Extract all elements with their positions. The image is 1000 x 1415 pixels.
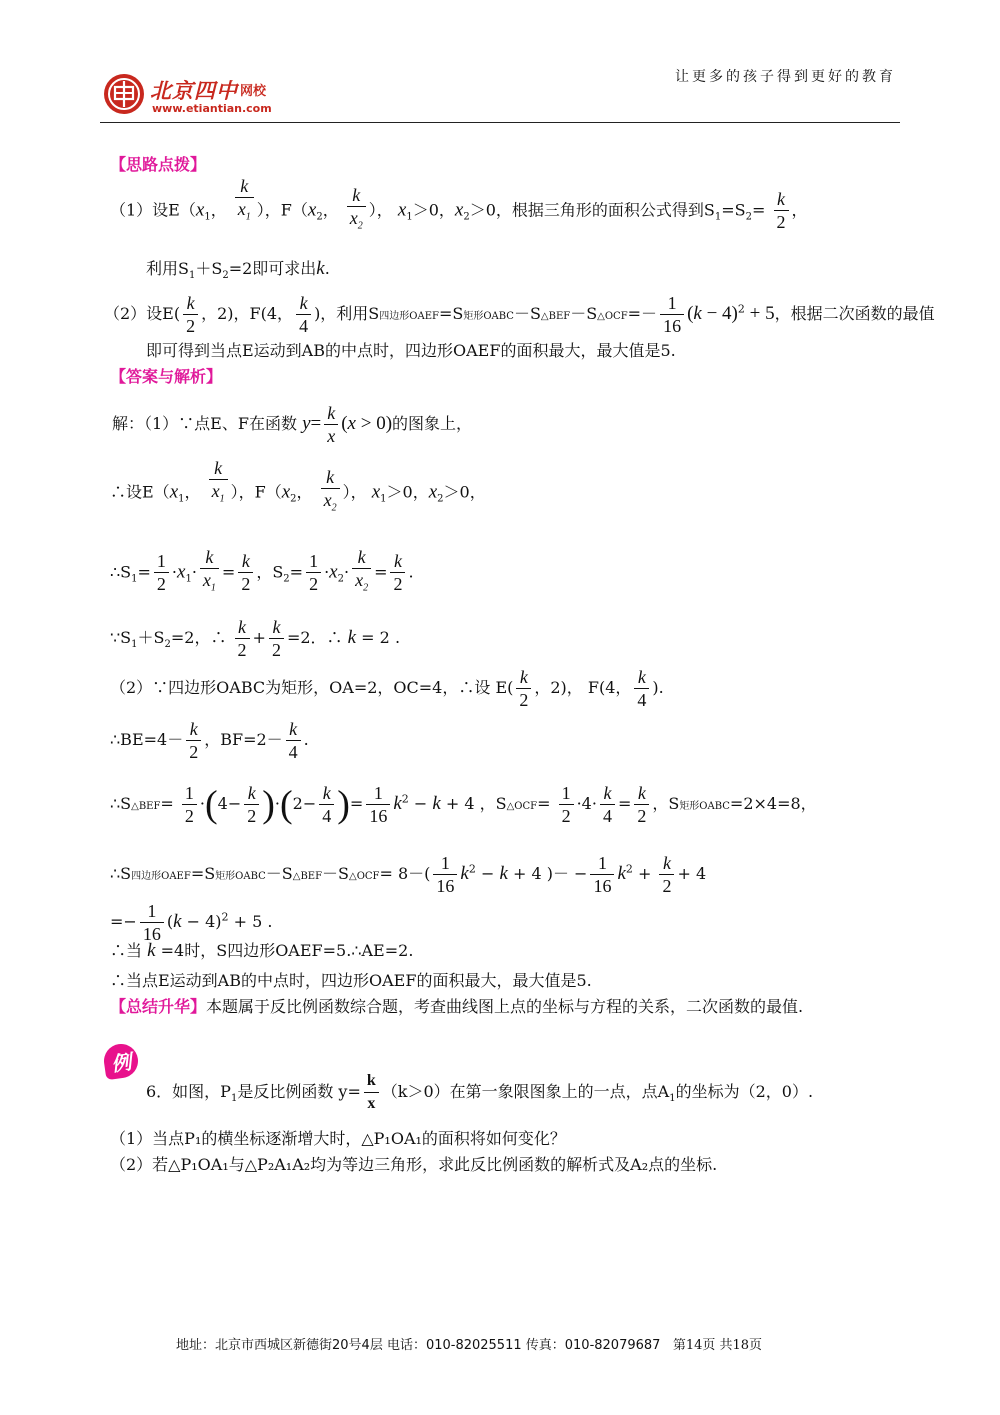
- logo-net: 网校: [240, 84, 267, 99]
- hint-line-2: （2）设E( $\frac{k}{2}$ ，2)，F(4， $\frac{k}{4}$ )，利用S四边形OAEF=S矩形OABC－S△BEF－S△OCF=－ $\frac{1}{16}$ $(k - 4)^2 + 5$，根据二次函数的最值: [104, 293, 935, 336]
- summary-line: 【总结升华】本题属于反比例函数综合题，考查曲线图上点的坐标与方程的关系，二次函数的最值.: [110, 997, 804, 1016]
- header: [100, 66, 900, 126]
- page-number: 第14页 共18页: [672, 1338, 763, 1353]
- hint-line-1: （1）设$E(x_1$， $\frac{k}{x_1}$ ），$F(x_2$， $\frac{k}{x_2}$ ）， $x_1>0$，$x_2>0$，根据三角形的面积公式得到$S_1=S_2=$ $\frac{k}{2}$ ，: [110, 184, 808, 238]
- footer: [176, 1334, 762, 1353]
- answer-line-9: =− $\frac{1}{16}$ $(k - 4)^2 + 5$ .: [110, 901, 273, 944]
- answer-line-8: ∴S四边形OAEF=S矩形OABC－S△BEF－S△OCF= 8－( $\frac{1}{16}$ $k^2 - k + 4$ )－ − $\frac{1}{16}$ $k^2$ + $\frac{k}{2}$ + 4: [110, 853, 707, 896]
- logo[interactable]: [100, 66, 290, 120]
- answer-line-5: （2）∵四边形OABC为矩形，OA=2，OC=4，∴设 E( $\frac{k}{2}$ ，2)， F(4， $\frac{k}{4}$ ).: [110, 667, 664, 710]
- answer-line-7: ∴S△BEF= $\frac{1}{2}$ ·(4− $\frac{k}{2}$ )·(2− $\frac{k}{4}$ )= $\frac{1}{16}$ $k^2 - k + 4$ ，S△OCF= $\frac{1}{2}$ ·4· $\frac{k}{4}$ = $\frac{k}{2}$ ，S矩形OABC=2×4=8，: [110, 783, 817, 826]
- answer-line-4: $\because S_1+S_2=2$，∴ $\frac{k}{2}$ + $\frac{k}{2}$ =2．∴ k = 2 .: [110, 617, 401, 660]
- slogan: 让更多的孩子得到更好的教育: [675, 69, 896, 85]
- hint-line-2b: 即可得到当点E运动到AB的中点时，四边形OAEF的面积最大，最大值是5.: [146, 341, 676, 360]
- logo-cn: 北京四中: [150, 78, 238, 103]
- header-rule: [100, 122, 900, 123]
- answer-line-6: ∴BE=4－ $\frac{k}{2}$ ，BF=2－ $\frac{k}{4}$ .: [110, 719, 309, 762]
- answer-line-11: ∴当点E运动到AB的中点时，四边形OAEF的面积最大，最大值是5.: [110, 971, 592, 990]
- answer-line-3: $\therefore S_1=$ $\frac{1}{2}$ $\cdot x_1\cdot$ $\frac{k}{x_1}$ = $\frac{k}{2}$ ，$S_2=$ $\frac{1}{2}$ $\cdot x_2\cdot$ $\frac{k}{x_2}$ = $\frac{k}{2}$ .: [110, 546, 414, 600]
- answer-heading: 【答案与解析】: [110, 367, 223, 386]
- hint-line-1b: 利用$S_1+S_2=2$即可求出k.: [146, 258, 330, 282]
- example-question-2: （2）若△P₁OA₁与△P₂A₁A₂均为等边三角形，求此反比例函数的解析式及A₂点的坐标.: [110, 1155, 718, 1174]
- example-question: 6．如图，$P_1$是反比例函数 y= $\frac{k}{x}$ （k＞0）在第一象限图象上的一点，点$A_1$的坐标为（2，0）.: [146, 1070, 813, 1115]
- logo-url: www.etiantian.com: [152, 102, 272, 115]
- example-badge: 例: [102, 1042, 140, 1080]
- answer-line-2: ∴设$E(x_1$， $\frac{k}{x_1}$ ），$F(x_2$， $\frac{k}{x_2}$ ）， $x_1>0$，$x_2>0$，: [110, 466, 486, 520]
- footer-address: 地址：北京市西城区新德街20号4层 电话：010-82025511 传真：010-82079687: [176, 1338, 661, 1353]
- hint-heading: 【思路点拨】: [110, 155, 207, 174]
- answer-line-10: ∴当 k =4时，S四边形OAEF=5.∴AE=2.: [110, 940, 414, 961]
- example-question-1: （1）当点P₁的横坐标逐渐增大时，△P₁OA₁的面积将如何变化？: [110, 1129, 566, 1148]
- logo-icon: [102, 72, 146, 116]
- answer-line-1: 解：（1）∵点E、F在函数 y= $\frac{k}{x}$ (x > 0)的图象上，: [112, 403, 473, 446]
